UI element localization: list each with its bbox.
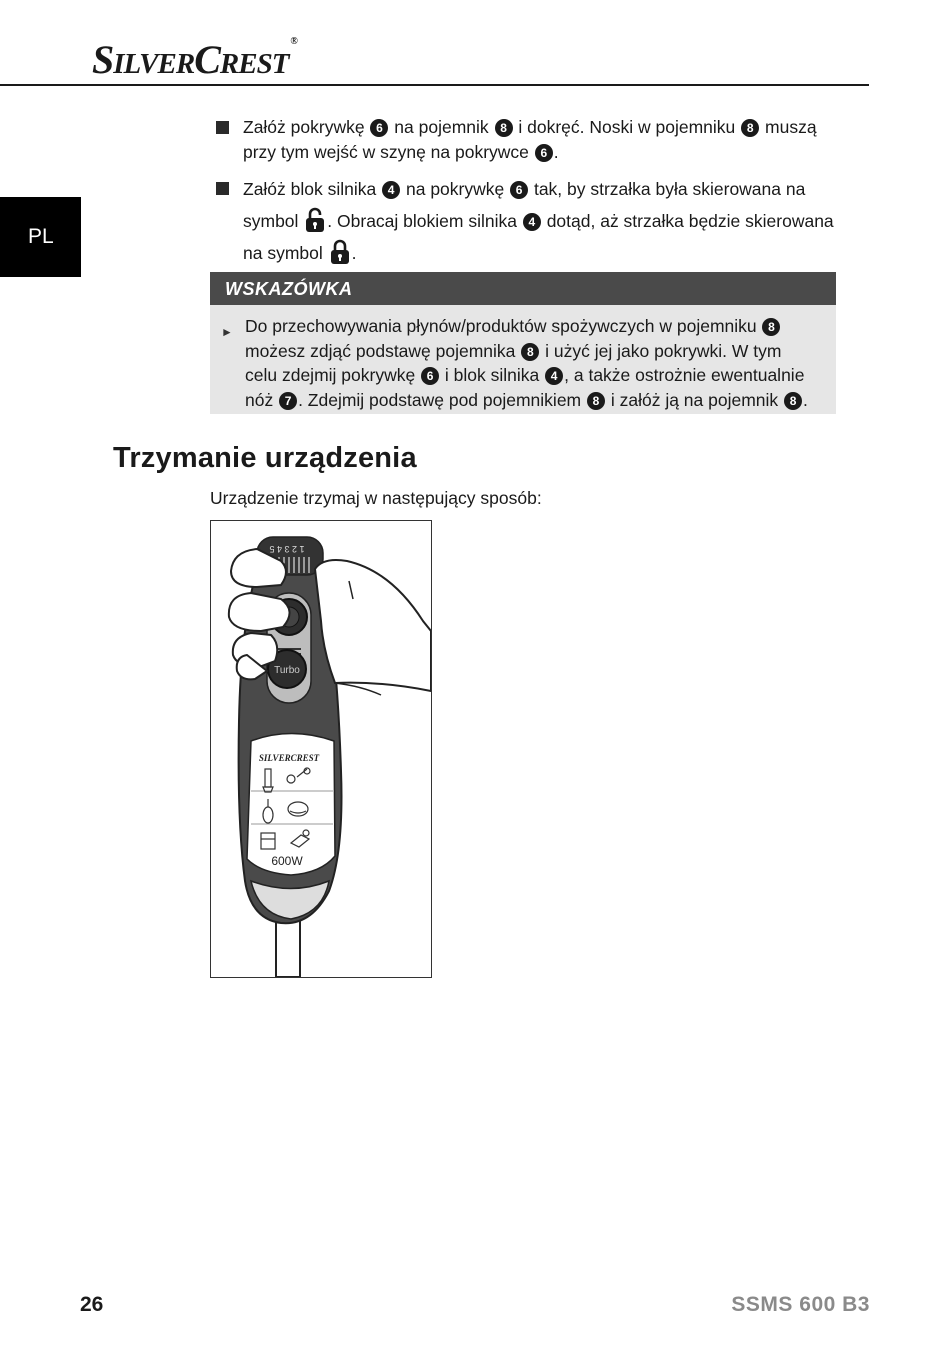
note-title: WSKAZÓWKA bbox=[210, 272, 836, 305]
ref-number-badge: 6 bbox=[421, 367, 439, 385]
model-number: SSMS 600 B3 bbox=[731, 1293, 870, 1316]
power-rating-label: 600W bbox=[271, 854, 303, 868]
hand-blender-drawing bbox=[211, 521, 431, 977]
step-text: Załóż pokrywkę 6 na pojemnik 8 i dokręć. Noski w pojemniku 8 muszą przy tym wejść w szynę na pokrywce 6 . bbox=[243, 117, 817, 162]
note-text: ► Do przechowywania płynów/produktów spożywczych w pojemniku 8 możesz zdjąć podstawę pojemnika 8 i użyć jej jako pokrywki. W tym celu zdejmij pokrywkę 6 i blok silnika 4 , a także ostrożnie ewentualnie nóż 7 . Zdejmij podstawę pod pojemnikiem 8 i załóż ją na pojemnik 8 . bbox=[221, 316, 808, 410]
ref-number-badge: 4 bbox=[545, 367, 563, 385]
language-tab: PL bbox=[0, 197, 81, 277]
step-text: Załóż blok silnika 4 na pokrywkę 6 tak, by strzałka była skierowana na symbol . Obracaj blokiem silnika 4 dotąd, aż strzałka będzie skierowana na symbol . bbox=[243, 179, 834, 263]
ref-number-badge: 8 bbox=[762, 318, 780, 336]
ref-number-badge: 4 bbox=[382, 181, 400, 199]
page-number: 26 bbox=[80, 1293, 104, 1316]
ref-number-badge: 8 bbox=[784, 392, 802, 410]
ref-number-badge: 8 bbox=[741, 119, 759, 137]
ref-number-badge: 6 bbox=[510, 181, 528, 199]
bullet-square-icon bbox=[216, 182, 229, 195]
registered-mark: ® bbox=[290, 36, 297, 47]
ref-number-badge: 8 bbox=[587, 392, 605, 410]
bullet-square-icon bbox=[216, 121, 229, 134]
blender-illustration bbox=[210, 520, 432, 978]
logo-part-ilver: ILVER bbox=[113, 48, 195, 80]
device-brand-label: SILVERCREST bbox=[258, 753, 320, 763]
step-item bbox=[216, 173, 841, 269]
unlock-icon bbox=[305, 207, 325, 233]
section-heading: Trzymanie urządzenia bbox=[113, 442, 417, 474]
logo-part-rest: REST bbox=[219, 48, 289, 80]
turbo-button-label: Turbo bbox=[274, 665, 300, 676]
lock-icon bbox=[330, 239, 350, 265]
ref-number-badge: 7 bbox=[279, 392, 297, 410]
ref-number-badge: 6 bbox=[370, 119, 388, 137]
note-box bbox=[210, 272, 836, 414]
speed-dial-numbers: 1 2 3 4 5 bbox=[269, 544, 305, 554]
ref-number-badge: 6 bbox=[535, 144, 553, 162]
brand-logo bbox=[92, 36, 295, 83]
section-intro: Urządzenie trzymaj w następujący sposób: bbox=[210, 488, 542, 508]
ref-number-badge: 8 bbox=[495, 119, 513, 137]
arrow-right-icon: ► bbox=[221, 325, 233, 339]
ref-number-badge: 8 bbox=[521, 343, 539, 361]
header-rule bbox=[0, 84, 869, 86]
logo-letter-s: S bbox=[92, 37, 114, 82]
logo-letter-c: C bbox=[194, 37, 220, 82]
step-item bbox=[216, 115, 841, 165]
ref-number-badge: 4 bbox=[523, 213, 541, 231]
